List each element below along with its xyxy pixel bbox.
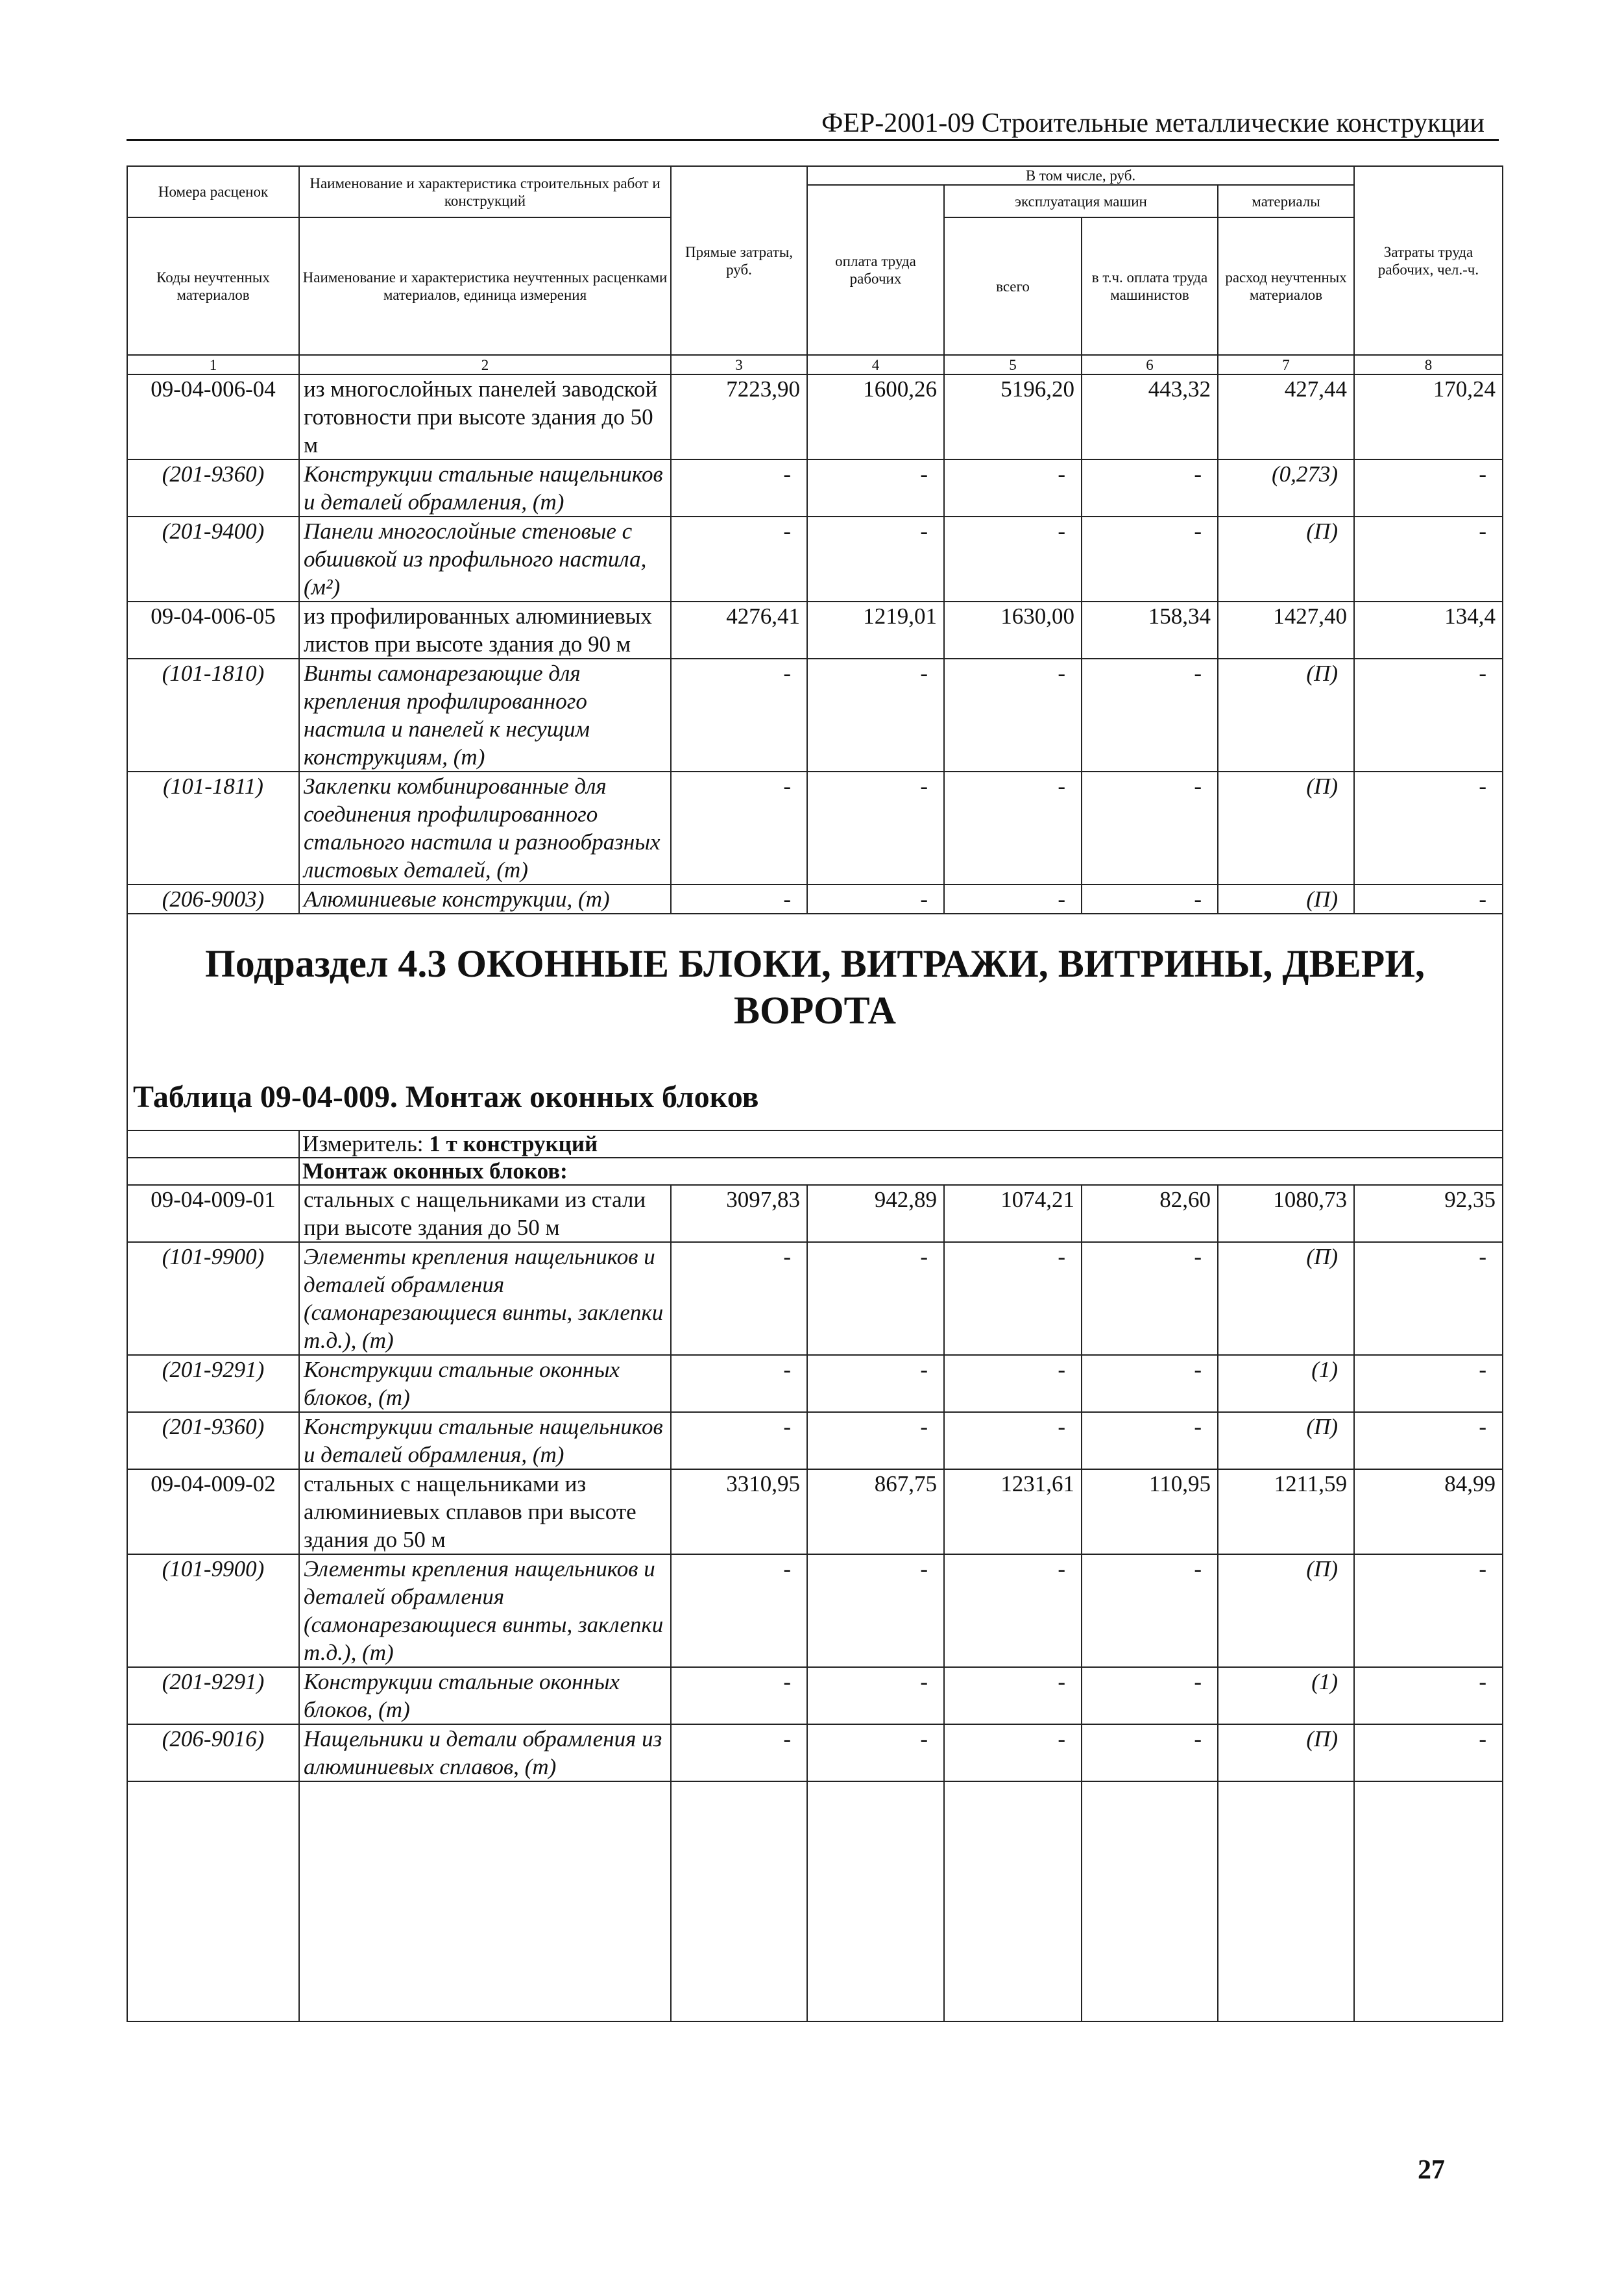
machines-group-header: эксплуатация машин bbox=[944, 185, 1218, 217]
page-header-title: ФЕР-2001-09 Строительные металлические конструкции bbox=[821, 108, 1485, 138]
col2-header-bottom: Наименование и характеристика неучтенных расценками материалов, единица измерения bbox=[299, 217, 671, 355]
col-number-3: 3 bbox=[671, 355, 807, 374]
rate-code: (201-9291) bbox=[127, 1355, 299, 1412]
machine-cost: - bbox=[944, 772, 1082, 885]
rate-name: Панели многослойные стеновые с обшивкой из профильного настила, (м²) bbox=[299, 517, 671, 602]
col4-header: оплата труда рабочих bbox=[807, 185, 944, 355]
labor-hours: - bbox=[1354, 772, 1503, 885]
measure-row bbox=[127, 1130, 1503, 1158]
materials-cost: (1) bbox=[1218, 1355, 1354, 1412]
labor-cost: - bbox=[807, 1667, 944, 1724]
direct-cost: - bbox=[671, 1724, 807, 1781]
col1-header-top: Номера расценок bbox=[127, 166, 299, 217]
rate-name: стальных с нащельниками из алюминиевых сплавов при высоте здания до 50 м bbox=[299, 1469, 671, 1554]
materials-cost: (П) bbox=[1218, 1554, 1354, 1667]
materials-cost: 1211,59 bbox=[1218, 1469, 1354, 1554]
col3-header: Прямые затраты, руб. bbox=[671, 166, 807, 355]
rate-code: (101-1810) bbox=[127, 659, 299, 772]
materials-cost: (П) bbox=[1218, 885, 1354, 914]
direct-cost: - bbox=[671, 659, 807, 772]
group-header: В том числе, руб. bbox=[807, 166, 1354, 185]
rate-code: (201-9291) bbox=[127, 1667, 299, 1724]
materials-group-header: материалы bbox=[1218, 185, 1354, 217]
empty-space-row bbox=[127, 1781, 1503, 2021]
materials-cost: (0,273) bbox=[1218, 459, 1354, 517]
rate-code: (206-9003) bbox=[127, 885, 299, 914]
labor-cost: - bbox=[807, 517, 944, 602]
labor-cost: 867,75 bbox=[807, 1469, 944, 1554]
machinist-labor-cost: - bbox=[1082, 459, 1218, 517]
col-number-8: 8 bbox=[1354, 355, 1503, 374]
page-number: 27 bbox=[1418, 2155, 1445, 2185]
materials-cost: (П) bbox=[1218, 517, 1354, 602]
machinist-labor-cost: 82,60 bbox=[1082, 1185, 1218, 1242]
rate-code: (201-9360) bbox=[127, 459, 299, 517]
col6-header: в т.ч. оплата труда машинистов bbox=[1082, 217, 1218, 355]
machine-cost: - bbox=[944, 659, 1082, 772]
material-row bbox=[127, 885, 1503, 914]
labor-cost: - bbox=[807, 772, 944, 885]
labor-cost: - bbox=[807, 1242, 944, 1355]
col-number-1: 1 bbox=[127, 355, 299, 374]
materials-cost: (П) bbox=[1218, 1724, 1354, 1781]
machine-cost: - bbox=[944, 1355, 1082, 1412]
direct-cost: - bbox=[671, 772, 807, 885]
materials-cost: (1) bbox=[1218, 1667, 1354, 1724]
col7-header: расход неучтенных материалов bbox=[1218, 217, 1354, 355]
rate-code: 09-04-009-02 bbox=[127, 1469, 299, 1554]
labor-hours: - bbox=[1354, 1667, 1503, 1724]
section-row bbox=[127, 914, 1503, 1130]
machine-cost: - bbox=[944, 1724, 1082, 1781]
machine-cost: 1630,00 bbox=[944, 602, 1082, 659]
materials-cost: 1427,40 bbox=[1218, 602, 1354, 659]
rate-row bbox=[127, 1185, 1503, 1242]
rate-code: (101-9900) bbox=[127, 1554, 299, 1667]
machine-cost: - bbox=[944, 885, 1082, 914]
page-header bbox=[127, 109, 1499, 141]
machinist-labor-cost: - bbox=[1082, 772, 1218, 885]
measure-value: 1 т конструкций bbox=[429, 1131, 598, 1156]
col2-header-top: Наименование и характеристика строительных работ и конструкций bbox=[299, 166, 671, 217]
direct-cost: - bbox=[671, 459, 807, 517]
col-number-2: 2 bbox=[299, 355, 671, 374]
material-row bbox=[127, 1412, 1503, 1469]
labor-hours: - bbox=[1354, 1554, 1503, 1667]
labor-hours: 92,35 bbox=[1354, 1185, 1503, 1242]
rate-name: Элементы крепления нащельников и деталей обрамления (самонарезающиеся винты, заклепки т.д.), (т) bbox=[299, 1554, 671, 1667]
materials-cost: (П) bbox=[1218, 1242, 1354, 1355]
machinist-labor-cost: - bbox=[1082, 1355, 1218, 1412]
labor-hours: - bbox=[1354, 1355, 1503, 1412]
labor-cost: - bbox=[807, 885, 944, 914]
rate-name: Конструкции стальные оконных блоков, (т) bbox=[299, 1667, 671, 1724]
direct-cost: - bbox=[671, 1412, 807, 1469]
material-row bbox=[127, 1667, 1503, 1724]
machinist-labor-cost: - bbox=[1082, 1554, 1218, 1667]
machine-cost: 1074,21 bbox=[944, 1185, 1082, 1242]
section-block bbox=[127, 914, 1503, 1130]
material-row bbox=[127, 1242, 1503, 1355]
group-title: Монтаж оконных блоков: bbox=[299, 1158, 1503, 1185]
col8-header: Затраты труда рабочих, чел.-ч. bbox=[1354, 166, 1503, 355]
materials-cost: 427,44 bbox=[1218, 374, 1354, 459]
machine-cost: - bbox=[944, 1667, 1082, 1724]
rate-code: (101-1811) bbox=[127, 772, 299, 885]
machinist-labor-cost: - bbox=[1082, 517, 1218, 602]
rate-name: Конструкции стальные оконных блоков, (т) bbox=[299, 1355, 671, 1412]
labor-hours: - bbox=[1354, 1724, 1503, 1781]
labor-cost: - bbox=[807, 1724, 944, 1781]
material-row bbox=[127, 1554, 1503, 1667]
labor-hours: - bbox=[1354, 1242, 1503, 1355]
rate-name: Конструкции стальные нащельников и деталей обрамления, (т) bbox=[299, 459, 671, 517]
machine-cost: 1231,61 bbox=[944, 1469, 1082, 1554]
rate-name: Алюминиевые конструкции, (т) bbox=[299, 885, 671, 914]
machine-cost: - bbox=[944, 459, 1082, 517]
direct-cost: - bbox=[671, 517, 807, 602]
material-row bbox=[127, 659, 1503, 772]
direct-cost: - bbox=[671, 1554, 807, 1667]
rate-code: (201-9360) bbox=[127, 1412, 299, 1469]
machinist-labor-cost: - bbox=[1082, 1724, 1218, 1781]
labor-hours: - bbox=[1354, 459, 1503, 517]
col1-header-bottom: Коды неучтенных материалов bbox=[127, 217, 299, 355]
rate-name: Конструкции стальные нащельников и деталей обрамления, (т) bbox=[299, 1412, 671, 1469]
labor-hours: - bbox=[1354, 885, 1503, 914]
labor-hours: - bbox=[1354, 517, 1503, 602]
material-row bbox=[127, 517, 1503, 602]
rate-name: стальных с нащельниками из стали при высоте здания до 50 м bbox=[299, 1185, 671, 1242]
direct-cost: - bbox=[671, 1667, 807, 1724]
labor-cost: - bbox=[807, 1554, 944, 1667]
rate-name: Нащельники и детали обрамления из алюминиевых сплавов, (т) bbox=[299, 1724, 671, 1781]
labor-cost: - bbox=[807, 1355, 944, 1412]
rate-name: Винты самонарезающие для крепления профилированного настила и панелей к несущим конструкциям, (т) bbox=[299, 659, 671, 772]
machine-cost: - bbox=[944, 517, 1082, 602]
machinist-labor-cost: 110,95 bbox=[1082, 1469, 1218, 1554]
rate-row bbox=[127, 374, 1503, 459]
col-number-4: 4 bbox=[807, 355, 944, 374]
measure-cell bbox=[299, 1130, 1503, 1158]
section-title: Подраздел 4.3 ОКОННЫЕ БЛОКИ, ВИТРАЖИ, ВИТРИНЫ, ДВЕРИ, ВОРОТА bbox=[205, 942, 1425, 1032]
labor-cost: - bbox=[807, 459, 944, 517]
col-number-6: 6 bbox=[1082, 355, 1218, 374]
labor-hours: - bbox=[1354, 1412, 1503, 1469]
measure-prefix: Измеритель: bbox=[302, 1131, 424, 1156]
rate-name: Заклепки комбинированные для соединения профилированного стального настила и разнообразных листовых деталей, (т) bbox=[299, 772, 671, 885]
rate-code: (201-9400) bbox=[127, 517, 299, 602]
labor-hours: 84,99 bbox=[1354, 1469, 1503, 1554]
materials-cost: 1080,73 bbox=[1218, 1185, 1354, 1242]
rate-code: 09-04-009-01 bbox=[127, 1185, 299, 1242]
col-number-5: 5 bbox=[944, 355, 1082, 374]
column-numbers-row bbox=[127, 355, 1503, 374]
machinist-labor-cost: - bbox=[1082, 885, 1218, 914]
labor-cost: - bbox=[807, 1412, 944, 1469]
labor-hours: 134,4 bbox=[1354, 602, 1503, 659]
machinist-labor-cost: - bbox=[1082, 1412, 1218, 1469]
direct-cost: 3310,95 bbox=[671, 1469, 807, 1554]
machinist-labor-cost: 443,32 bbox=[1082, 374, 1218, 459]
rate-code: 09-04-006-05 bbox=[127, 602, 299, 659]
col-number-7: 7 bbox=[1218, 355, 1354, 374]
material-row bbox=[127, 1355, 1503, 1412]
direct-cost: 4276,41 bbox=[671, 602, 807, 659]
materials-cost: (П) bbox=[1218, 772, 1354, 885]
machine-cost: - bbox=[944, 1242, 1082, 1355]
direct-cost: - bbox=[671, 885, 807, 914]
materials-cost: (П) bbox=[1218, 659, 1354, 772]
direct-cost: 7223,90 bbox=[671, 374, 807, 459]
labor-cost: 1219,01 bbox=[807, 602, 944, 659]
material-row bbox=[127, 772, 1503, 885]
rate-code: (101-9900) bbox=[127, 1242, 299, 1355]
table-title: Таблица 09-04-009. Монтаж оконных блоков bbox=[133, 1080, 759, 1114]
material-row bbox=[127, 1724, 1503, 1781]
rate-row bbox=[127, 1469, 1503, 1554]
rates-table bbox=[127, 165, 1503, 2022]
rate-name: из многослойных панелей заводской готовности при высоте здания до 50 м bbox=[299, 374, 671, 459]
group-title-row bbox=[127, 1158, 1503, 1185]
machine-cost: - bbox=[944, 1554, 1082, 1667]
rate-code: 09-04-006-04 bbox=[127, 374, 299, 459]
machine-cost: - bbox=[944, 1412, 1082, 1469]
col5-header: всего bbox=[944, 217, 1082, 355]
rate-code: (206-9016) bbox=[127, 1724, 299, 1781]
direct-cost: - bbox=[671, 1355, 807, 1412]
labor-cost: - bbox=[807, 659, 944, 772]
machinist-labor-cost: 158,34 bbox=[1082, 602, 1218, 659]
direct-cost: 3097,83 bbox=[671, 1185, 807, 1242]
labor-hours: 170,24 bbox=[1354, 374, 1503, 459]
machine-cost: 5196,20 bbox=[944, 374, 1082, 459]
machinist-labor-cost: - bbox=[1082, 1242, 1218, 1355]
machinist-labor-cost: - bbox=[1082, 659, 1218, 772]
machinist-labor-cost: - bbox=[1082, 1667, 1218, 1724]
labor-cost: 942,89 bbox=[807, 1185, 944, 1242]
labor-hours: - bbox=[1354, 659, 1503, 772]
direct-cost: - bbox=[671, 1242, 807, 1355]
rate-row bbox=[127, 602, 1503, 659]
rate-name: Элементы крепления нащельников и деталей обрамления (самонарезающиеся винты, заклепки т.д.), (т) bbox=[299, 1242, 671, 1355]
material-row bbox=[127, 459, 1503, 517]
materials-cost: (П) bbox=[1218, 1412, 1354, 1469]
rate-name: из профилированных алюминиевых листов при высоте здания до 90 м bbox=[299, 602, 671, 659]
labor-cost: 1600,26 bbox=[807, 374, 944, 459]
